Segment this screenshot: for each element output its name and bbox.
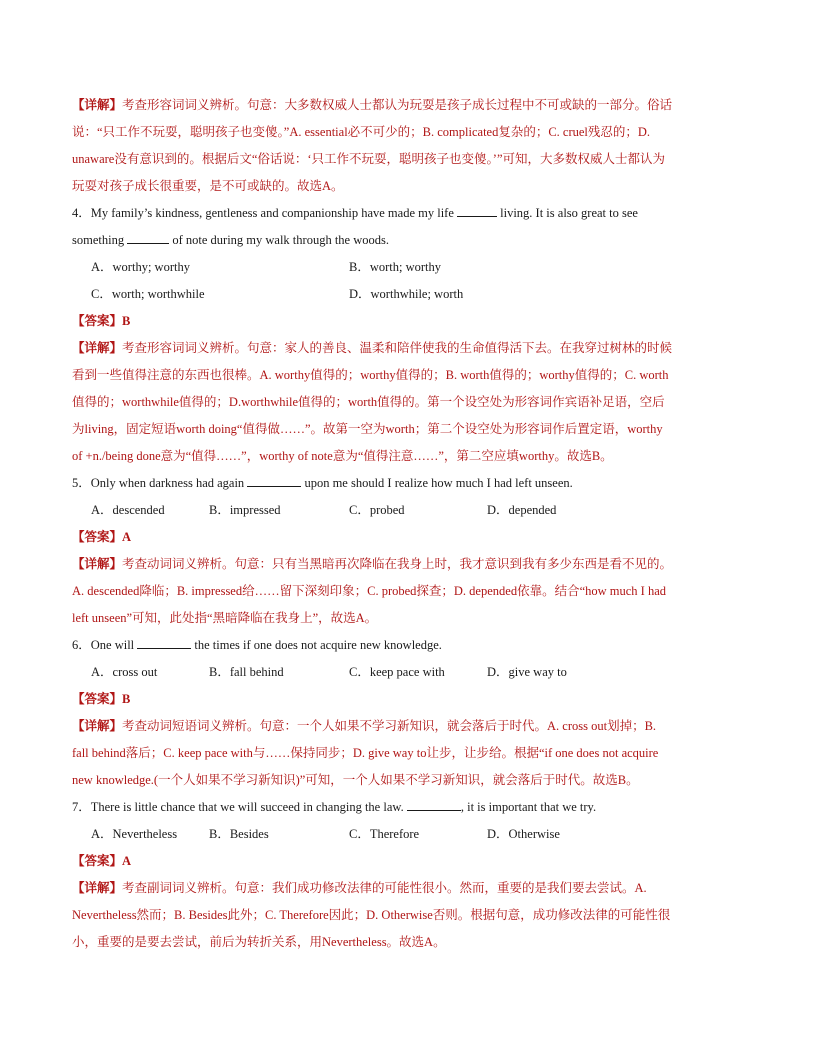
answer-blank	[127, 231, 169, 244]
option-a: A．cross out	[91, 665, 158, 679]
q4-detail-line: 值得的；worthwhile值得的；D.worthwhile值得的；worth值得的。第一个设空处为形容词作宾语补足语，空后	[72, 395, 665, 409]
q7-detail-line: 小，重要的是要去尝试，前后为转折关系，用Nevertheless。故选A。	[72, 935, 446, 949]
option-c: C．probed	[349, 503, 405, 517]
q6-detail-line: fall behind落后；C. keep pace with与……保持同步；D. give way to让步，让步给。根据“if one does not acquire	[72, 746, 659, 760]
question-7-stem: 7．There is little chance that we will succeed in changing the law. , it is important that we try.	[72, 800, 597, 814]
answer-label: 【答案】A	[72, 854, 132, 868]
answer-blank	[247, 474, 301, 487]
option-d: D．give way to	[487, 665, 567, 679]
option-d: D．worthwhile; worth	[349, 287, 464, 301]
q7-detail-line: 【详解】考查副词词义辨析。句意：我们成功修改法律的可能性很小。然而，重要的是我们要去尝试。A.	[72, 881, 647, 895]
question-6-stem: 6．One will the times if one does not acquire new knowledge.	[72, 638, 442, 652]
option-d: D．Otherwise	[487, 827, 560, 841]
detail-tag: 【详解】	[72, 557, 123, 571]
q3-detail-line: 玩耍对孩子成长很重要，是不可或缺的。故选A。	[72, 179, 344, 193]
question-7-options-row	[72, 821, 744, 848]
option-a: A．descended	[91, 503, 165, 517]
q5-detail-line: left unseen”可知，此处指“黑暗降临在我身上”，故选A。	[72, 611, 378, 625]
option-c: C．keep pace with	[349, 665, 445, 679]
question-5-options-row	[72, 497, 744, 524]
answer-blank	[137, 636, 191, 649]
answer-blank	[407, 798, 461, 811]
q6-detail-line: 【详解】考查动词短语词义辨析。句意：一个人如果不学习新知识，就会落后于时代。A. cross out划掉；B.	[72, 719, 657, 733]
answer-blank	[457, 204, 497, 217]
question-6-options-row	[72, 659, 744, 686]
detail-tag: 【详解】	[72, 98, 123, 112]
q3-detail-line: unaware没有意识到的。根据后文“俗话说：‘只工作不玩耍，聪明孩子也变傻。’”可知，大多数权威人士都认为	[72, 152, 666, 166]
option-b: B．impressed	[209, 503, 281, 517]
q4-detail-line: 看到一些值得注意的东西也很棒。A. worthy值得的；worthy值得的；B. worth值得的；worthy值得的；C. worth	[72, 368, 669, 382]
answer-label: 【答案】B	[72, 314, 131, 328]
answer-label: 【答案】A	[72, 530, 132, 544]
option-a: A．Nevertheless	[91, 827, 178, 841]
q4-detail-line: 【详解】考查形容词词义辨析。句意：家人的善良、温柔和陪伴使我的生命值得活下去。在我穿过树林的时候	[72, 341, 673, 355]
option-b: B．Besides	[209, 827, 269, 841]
question-4-options-row	[72, 281, 744, 308]
question-4-options-row	[72, 254, 744, 281]
q6-detail-line: new knowledge.(一个人如果不学习新知识)”可知，一个人如果不学习新知识，就会落后于时代。故选B。	[72, 773, 639, 787]
answer-label: 【答案】B	[72, 692, 131, 706]
option-d: D．depended	[487, 503, 557, 517]
option-c: C．Therefore	[349, 827, 420, 841]
q3-detail-line: 说：“只工作不玩耍，聪明孩子也变傻。”A. essential必不可少的；B. complicated复杂的；C. cruel残忍的；D.	[72, 125, 651, 139]
option-b: B．worth; worthy	[349, 260, 442, 274]
q4-detail-line: 为living，固定短语worth doing“值得做……”。故第一空为worth；第二个设空处为形容词作后置定语，worthy	[72, 422, 663, 436]
q3-detail-line: 【详解】考查形容词词义辨析。句意：大多数权威人士都认为玩耍是孩子成长过程中不可或缺的一部分。俗话	[72, 98, 673, 112]
detail-tag: 【详解】	[72, 719, 123, 733]
option-c: C．worth; worthwhile	[91, 287, 205, 301]
document-page	[72, 92, 744, 956]
question-4-stem: something of note during my walk through the woods.	[72, 233, 389, 247]
detail-tag: 【详解】	[72, 881, 123, 895]
option-b: B．fall behind	[209, 665, 284, 679]
q7-detail-line: Nevertheless然而；B. Besides此外；C. Therefore因此；D. Otherwise否则。根据句意，成功修改法律的可能性很	[72, 908, 671, 922]
question-4-stem: 4．My family’s kindness, gentleness and companionship have made my life living. It is also great to see	[72, 206, 638, 220]
question-5-stem: 5．Only when darkness had again upon me should I realize how much I had left unseen.	[72, 476, 573, 490]
option-a: A．worthy; worthy	[91, 260, 190, 274]
q5-detail-line: 【详解】考查动词词义辨析。句意：只有当黑暗再次降临在我身上时，我才意识到我有多少东西是看不见的。	[72, 557, 673, 571]
q5-detail-line: A. descended降临；B. impressed给……留下深刻印象；C. probed探查；D. depended依靠。结合“how much I had	[72, 584, 667, 598]
detail-tag: 【详解】	[72, 341, 123, 355]
q4-detail-line: of +n./being done意为“值得……”，worthy of note意为“值得注意……”，第二空应填worthy。故选B。	[72, 449, 613, 463]
